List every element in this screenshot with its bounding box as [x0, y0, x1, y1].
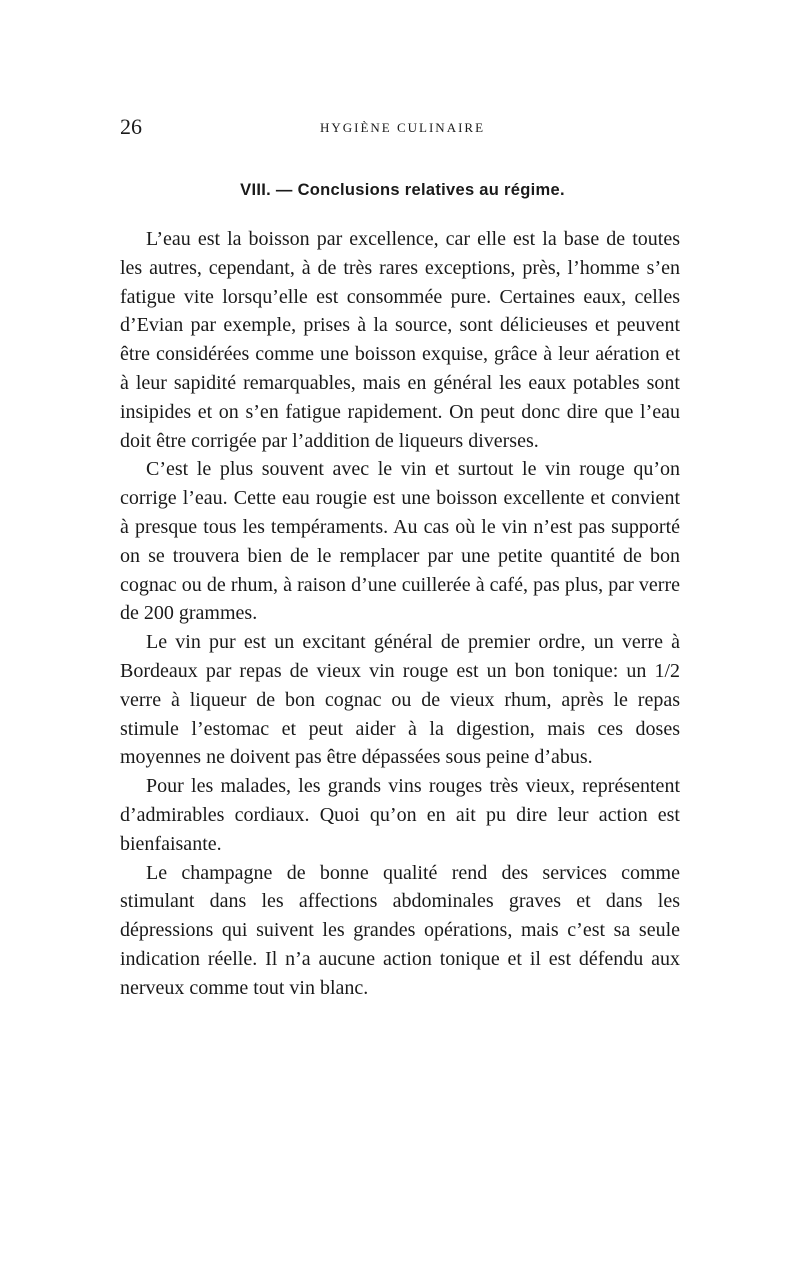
- body-text: [120, 225, 680, 1003]
- paragraph: L’eau est la boisson par excellence, car elle est la base de toutes les autres, cependant, à de très rares exceptions, près, l’homme s’en fatigue vite lorsqu’elle est consommée pure. Certaines eaux, celles d’Evian par exemple, prises à la source, sont délicieuses et peuvent être considérées comme une boisson exquise, grâce à leur aération et à leur sapidité remarquables, mais en général les eaux potables sont insipides et on s’en fatigue rapidement. On peut donc dire que l’eau doit être corrigée par l’addition de liqueurs diverses.: [120, 228, 680, 452]
- page-number: 26: [120, 114, 142, 139]
- paragraph: Le vin pur est un excitant général de premier ordre, un verre à Bordeaux par repas de vieux vin rouge est un bon tonique: un 1/2 verre à liqueur de bon cognac ou de vieux rhum, après le repas stimule l’estomac et peut aider à la digestion, mais ces doses moyennes ne doivent pas être dépassées sous peine d’abus.: [120, 631, 680, 769]
- paragraph: Le champagne de bonne qualité rend des services comme stimulant dans les affections abdominales graves et dans les dépressions qui suivent les grandes opérations, mais c’est sa seule indication réelle. Il n’a aucune action tonique et il est défendu aux nerveux comme tout vin blanc.: [120, 861, 680, 999]
- section-title: VIII. — Conclusions relatives au régime.: [240, 181, 565, 199]
- running-title: HYGIÈNE CULINAIRE: [319, 120, 486, 135]
- running-head: [120, 113, 685, 143]
- paragraph: Pour les malades, les grands vins rouges très vieux, représentent d’admirables cordiaux. Quoi qu’on en ait pu dire leur action est bienfaisante.: [120, 775, 680, 855]
- paragraph: C’est le plus souvent avec le vin et surtout le vin rouge qu’on corrige l’eau. Cette eau rougie est une boisson excellente et convient à presque tous les tempéraments. Au cas où le vin n’est pas supporté on se trouvera bien de le remplacer par une petite quantité de bon cognac ou de rhum, à raison d’une cuillerée à café, pas plus, par verre de 200 grammes.: [120, 458, 680, 625]
